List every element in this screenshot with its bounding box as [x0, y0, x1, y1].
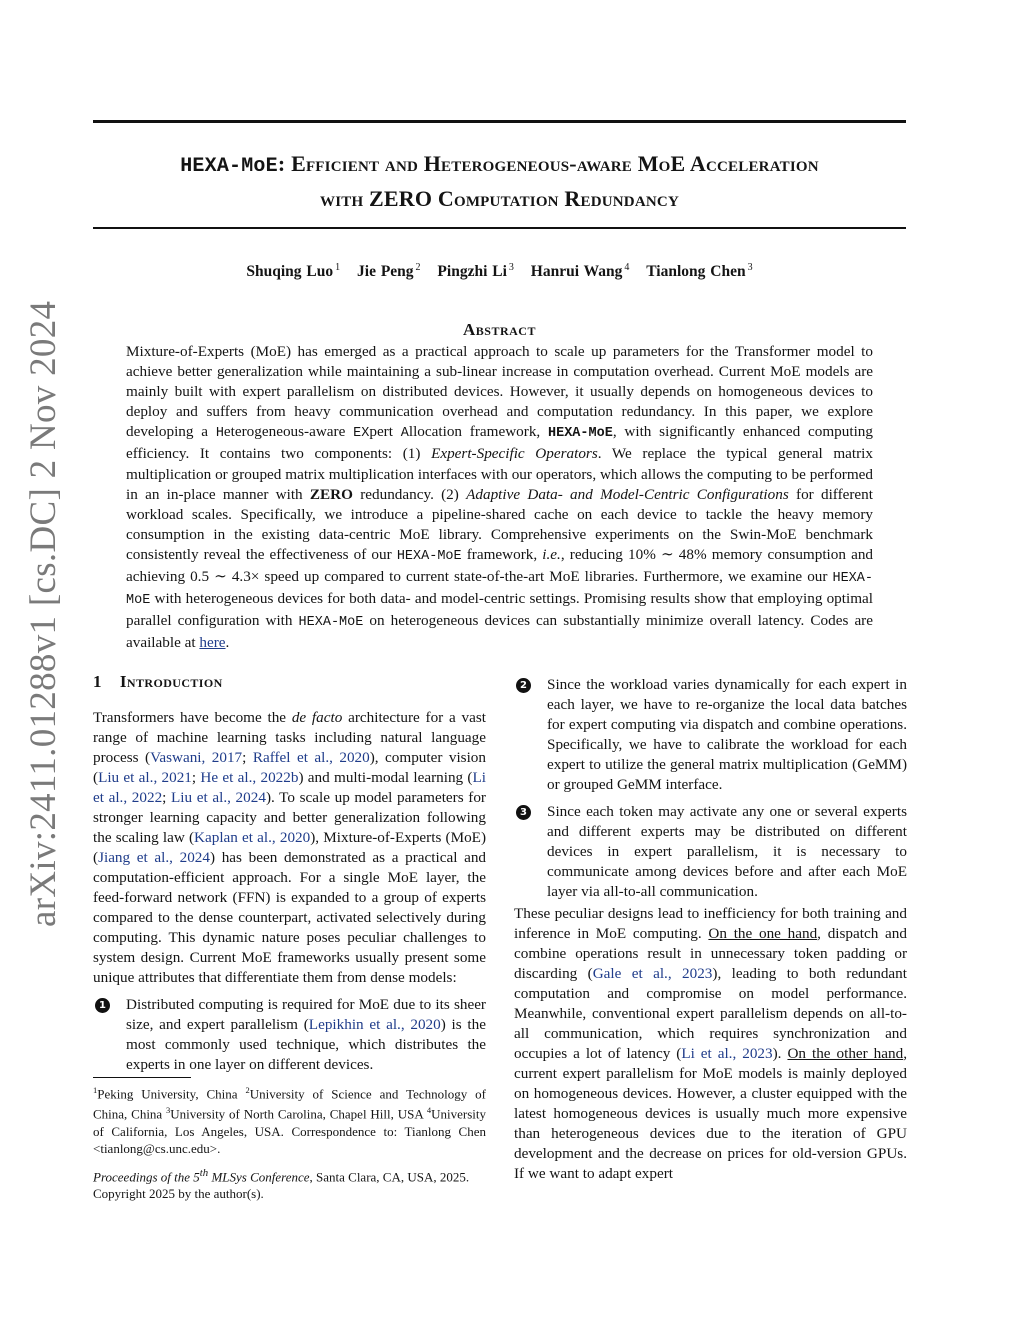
list-item: 3 Since each token may activate any one or several experts and different experts may be distributed on different devices in expert parallelism, it is necessary to communicate among devices before and after each MoE layer via all-to-all communication.	[514, 802, 907, 902]
intro-paragraph-1: Transformers have become the de facto architecture for a vast range of machine learning tasks including natural language process (Vaswani, 2017; Raffel et al., 2020), computer vision (Liu et al., 2021; He et al., 2022b) and multi-modal learning (Li et al., 2022; Liu et al., 2024). To scale up model parameters for stronger learning capacity and better generalization following the scaling law (Kaplan et al., 2020), Mixture-of-Experts (MoE) (Jiang et al., 2024) has been demonstrated as a practical and computation-efficient approach. For a single MoE layer, the feed-forward network (FFN) is expanded to a group of experts compared to the dense counterpart, activated selectively during computing. This dynamic nature poses peculiar challenges to system design. Current MoE frameworks usually present some unique attributes that differentiate them from dense models:	[93, 709, 487, 986]
proceedings-notice: Proceedings of the 5th MLSys Conference, Santa Clara, CA, USA, 2025. Copyright 2025 by the author(s).	[93, 1167, 470, 1202]
author: Shuqing Luo $^1$	[246, 262, 341, 281]
right-column	[514, 668, 907, 1184]
citation-link[interactable]: Gale et al., 2023	[592, 965, 713, 982]
list-item: 2 Since the workload varies dynamically for each expert in each layer, we have to re-organize the local data batches for expert computing via dispatch and combine operations. Specifically, we have to calibrate the workload for each expert to utilize the general matrix multiplication (GeMM) or grouped GeMM interface.	[514, 675, 907, 795]
title-line1: : Efficient and Heterogeneous-aware MoE Acceleration	[277, 151, 819, 176]
paper-title	[93, 148, 906, 215]
left-column	[93, 668, 486, 1075]
numbered-bullet-icon: 3	[516, 805, 531, 820]
title-rule-bottom	[93, 227, 906, 229]
title-rule-top	[93, 120, 906, 123]
numbered-bullet-icon: 2	[516, 678, 531, 693]
title-system-name: HEXA-MoE	[180, 155, 278, 178]
section-heading-introduction: 1 Introduction	[93, 672, 223, 691]
abstract-heading: Abstract	[463, 320, 536, 339]
citation-link[interactable]: Li et al., 2023	[681, 1045, 773, 1062]
citation-link[interactable]: Li et al., 2022	[93, 769, 486, 806]
author: Tianlong Chen $^3$	[646, 262, 753, 281]
citation-link[interactable]: Liu et al., 2021	[98, 769, 192, 786]
footnote-divider	[93, 1077, 191, 1078]
affiliations-footnote: $^1$Peking University, China $^2$University of Science and Technology of China, China $^3$University of North Carolina, Chapel Hill, USA $^4$University of California, Los Angeles, USA. Correspondence to: Tianlong Chen <tianlong@cs.unc.edu>.	[93, 1085, 487, 1156]
system-name: HEXA-MoE	[548, 426, 613, 442]
citation-link[interactable]: Raffel et al., 2020	[252, 749, 370, 766]
list-item: 1 Distributed computing is required for MoE due to its sheer size, and expert parallelism (Lepikhin et al., 2020) is the most commonly used technique, which distributes the experts in one layer on different devices.	[93, 995, 486, 1075]
author-list	[93, 262, 906, 281]
code-link[interactable]: here	[199, 634, 226, 652]
citation-link[interactable]: Lepikhin et al., 2020	[308, 1016, 441, 1033]
citation-link[interactable]: He et al., 2022b	[200, 769, 299, 786]
citation-link[interactable]: Liu et al., 2024	[171, 789, 266, 806]
arxiv-identifier-stamp: arXiv:2411.01288v1 [cs.DC] 2 Nov 2024	[23, 300, 64, 927]
title-line2: with ZERO Computation Redundancy	[320, 186, 679, 211]
citation-link[interactable]: Kaplan et al., 2020	[194, 829, 311, 846]
citation-link[interactable]: Vaswani, 2017	[150, 749, 243, 766]
abstract-body: Mixture-of-Experts (MoE) has emerged as a practical approach to scale up parameters for the Transformer model to achieve better generalization while maintaining a sub-linear increase in computation overhead. Current MoE models are mainly built with expert parallelism on distributed devices. However, it usually depends on homogeneous devices to deploy and suffers from heavy communication overhead and computation redundancy. In this paper, we explore developing a Heterogeneous-aware EXpert Allocation framework, HEXA-MoE, with significantly enhanced computing efficiency. It contains two components: (1) Expert-Specific Operators. We replace the typical general matrix multiplication or grouped matrix multiplication interfaces with our operators, which allows the computing to be performed in an in-place manner with ZERO redundancy. (2) Adaptive Data- and Model-Centric Configurations for different workload scales. Specifically, we introduce a pipeline-shared cache on each device to tackle the heavy memory consumption in the existing data-centric MoE library. Comprehensive experiments on the Swin-MoE benchmark consistently reveal the effectiveness of our HEXA-MoE framework, i.e., reducing 10% ∼ 48% memory consumption and achieving 0.5 ∼ 4.3× speed up compared to current state-of-the-art MoE libraries. Furthermore, we examine our HEXA-MoE with heterogeneous devices for both data- and model-centric settings. Promising results show that employing optimal parallel configuration with HEXA-MoE on heterogeneous devices can substantially minimize overall latency. Codes are available at here.	[126, 343, 874, 652]
numbered-bullet-icon: 1	[95, 998, 110, 1013]
author: Hanrui Wang $^4$	[530, 262, 630, 281]
citation-link[interactable]: Jiang et al., 2024	[98, 849, 210, 866]
intro-paragraph-2: These peculiar designs lead to inefficiency for both training and inference in MoE computing. On the one hand, dispatch and combine operations result in unnecessary token padding or discarding (Gale et al., 2023), leading to both redundant computation and compromise on model performance. Meanwhile, conventional expert parallelism depends on all-to-all communication, which requires synchronization and occupies a lot of latency (Li et al., 2023). On the other hand, current expert parallelism for MoE models is mainly deployed on homogeneous devices. However, a cluster equipped with the latest homogeneous devices is usually much more expensive than heterogeneous devices due to the iteration of GPU development and the decrease on prices for old-version GPUs. If we want to adapt expert	[514, 905, 908, 1182]
author: Pingzhi Li $^3$	[437, 262, 514, 281]
author: Jie Peng $^2$	[357, 262, 421, 281]
